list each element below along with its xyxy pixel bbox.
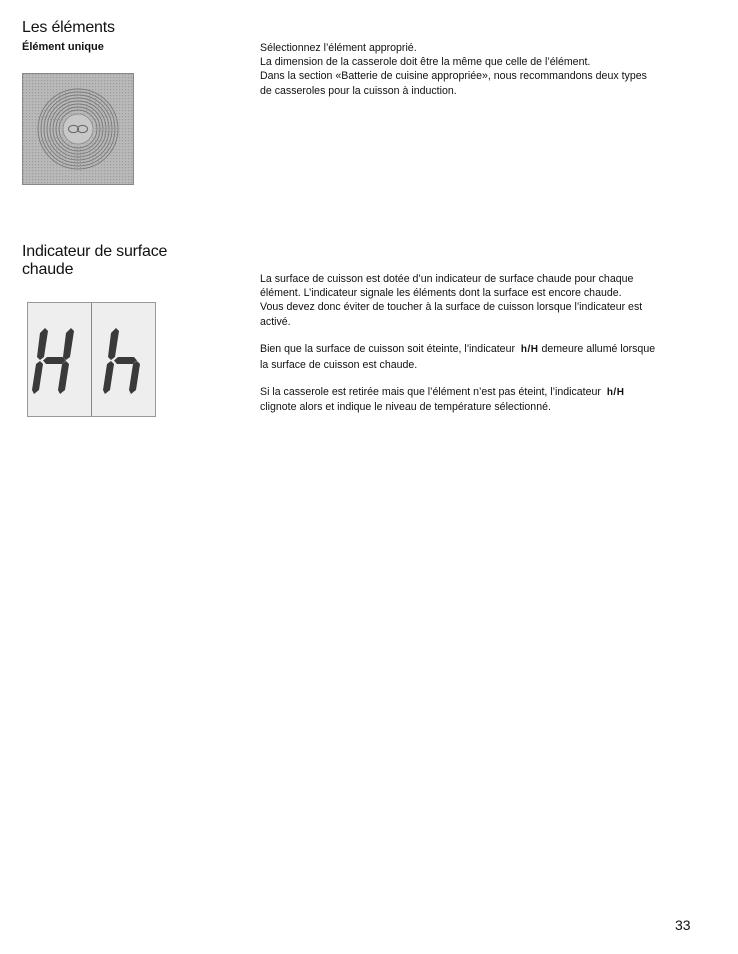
- hot-indicator-symbol: h/H: [606, 387, 625, 399]
- title-line: Indicateur de surface: [22, 243, 168, 260]
- indicator-paragraphs: [260, 272, 720, 428]
- text-fragment: Bien que la surface de cuisson soit éteinte, l’indicateur: [260, 343, 515, 356]
- section-title-elements: Les éléments: [22, 19, 115, 36]
- hot-indicator-symbol: h/H: [520, 344, 539, 356]
- text-line: la surface de cuisson est chaude.: [260, 358, 418, 371]
- text-line: de casseroles pour la cuisson à induction.: [260, 84, 457, 97]
- text-line: activé.: [260, 315, 291, 328]
- page-number: 33: [675, 917, 691, 933]
- segment-digit-H: [32, 328, 74, 394]
- text-line: La dimension de la casserole doit être la même que celle de l’élément.: [260, 56, 591, 69]
- paragraph-1: [260, 272, 720, 329]
- title-line: chaude: [22, 261, 74, 278]
- segment-digit-h: [103, 328, 140, 394]
- section-subtitle-single-element: Élément unique: [22, 41, 104, 53]
- section-title-hot-surface-indicator: [22, 243, 167, 279]
- text-fragment: demeure allumé lorsque: [541, 343, 656, 356]
- text-fragment: Si la casserole est retirée mais que l’élément n’est pas éteint, l’indicateur: [260, 386, 601, 399]
- single-element-illustration: [22, 73, 134, 185]
- paragraph-2: [260, 342, 720, 371]
- hot-surface-display-illustration: [27, 302, 156, 417]
- text-line: élément. L’indicateur signale les éléments dont la surface est encore chaude.: [260, 287, 622, 300]
- induction-element-icon: [23, 74, 133, 184]
- seven-segment-display-icon: [28, 303, 155, 416]
- elements-paragraph: [260, 41, 720, 98]
- text-line: Sélectionnez l’élément approprié.: [260, 42, 417, 54]
- paragraph-3: [260, 385, 720, 414]
- text-line: Dans la section «Batterie de cuisine appropriée», nous recommandons deux types: [260, 70, 647, 83]
- text-line: La surface de cuisson est dotée d’un indicateur de surface chaude pour chaque: [260, 273, 634, 285]
- text-line: Vous devez donc éviter de toucher à la surface de cuisson lorsque l’indicateur est: [260, 301, 643, 314]
- text-line: clignote alors et indique le niveau de température sélectionné.: [260, 401, 551, 414]
